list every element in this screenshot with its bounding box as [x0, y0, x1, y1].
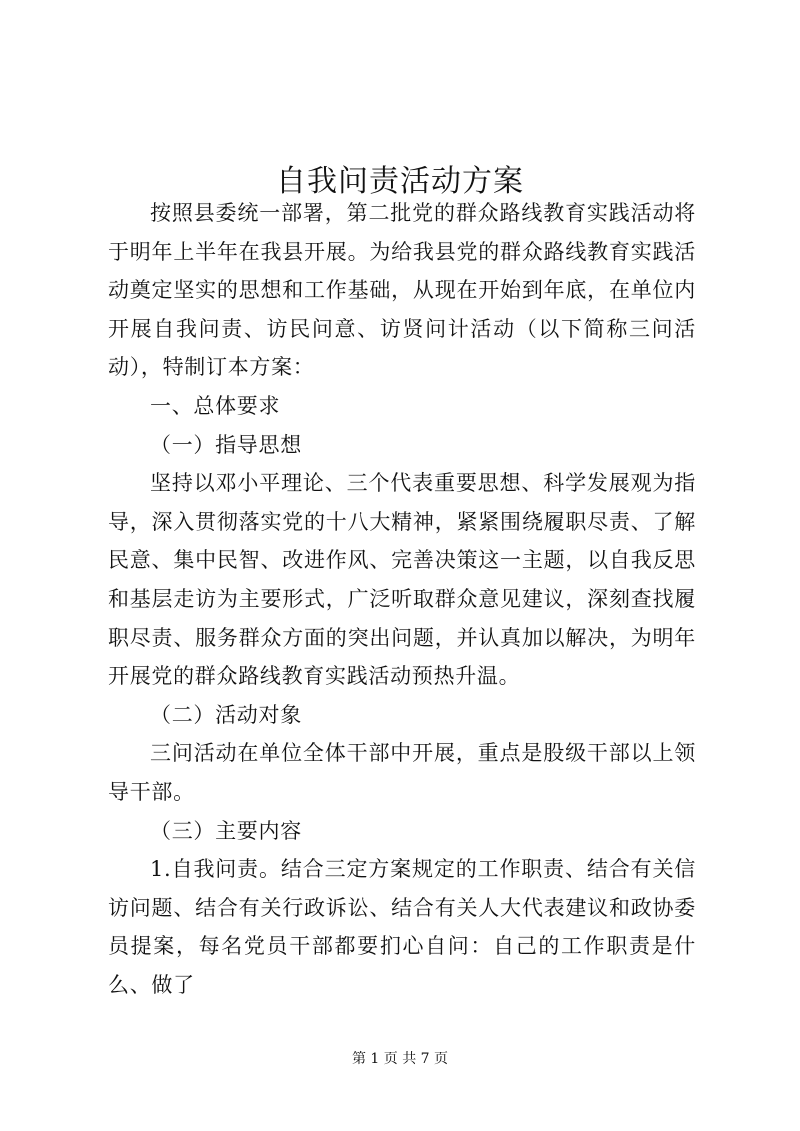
subheading-guiding-ideology: （一）指导思想: [150, 432, 302, 457]
paragraph-intro: 按照县委统一部署，第二批党的群众路线教育实践活动将于明年上半年在我县开展。为给我县党的群众路线教育实践活动奠定坚实的思想和工作基础，从现在开始到年底，在单位内开展自我问责、访民问意、访贤问计活动（以下简称三问活动），特制订本方案：: [108, 201, 696, 380]
paragraph-self-accountability: 1.自我问责。结合三定方案规定的工作职责、结合有关信访问题、结合有关行政诉讼、结合有关人大代表建议和政协委员提案，每名党员干部都要扪心自问：自己的工作职责是什么、做了: [108, 857, 696, 997]
paragraph-activity-targets: 三问活动在单位全体干部中开展，重点是股级干部以上领导干部。: [108, 741, 696, 804]
heading-general-requirements: 一、总体要求: [150, 393, 281, 418]
subheading-activity-targets: （二）活动对象: [150, 702, 302, 727]
document-body: [108, 194, 696, 1004]
subheading-main-content: （三）主要内容: [150, 818, 302, 843]
paragraph-guiding-ideology: 坚持以邓小平理论、三个代表重要思想、科学发展观为指导，深入贯彻落实党的十八大精神，紧紧围绕履职尽责、了解民意、集中民智、改进作风、完善决策这一主题，以自我反思和基层走访为主要形式，广泛听取群众意见建议，深刻查找履职尽责、服务群众方面的突出问题，并认真加以解决，为明年开展党的群众路线教育实践活动预热升温。: [108, 471, 696, 689]
page-number-footer: 第 1 页 共 7 页: [351, 1051, 449, 1067]
document-title: 自我问责活动方案: [276, 164, 524, 200]
